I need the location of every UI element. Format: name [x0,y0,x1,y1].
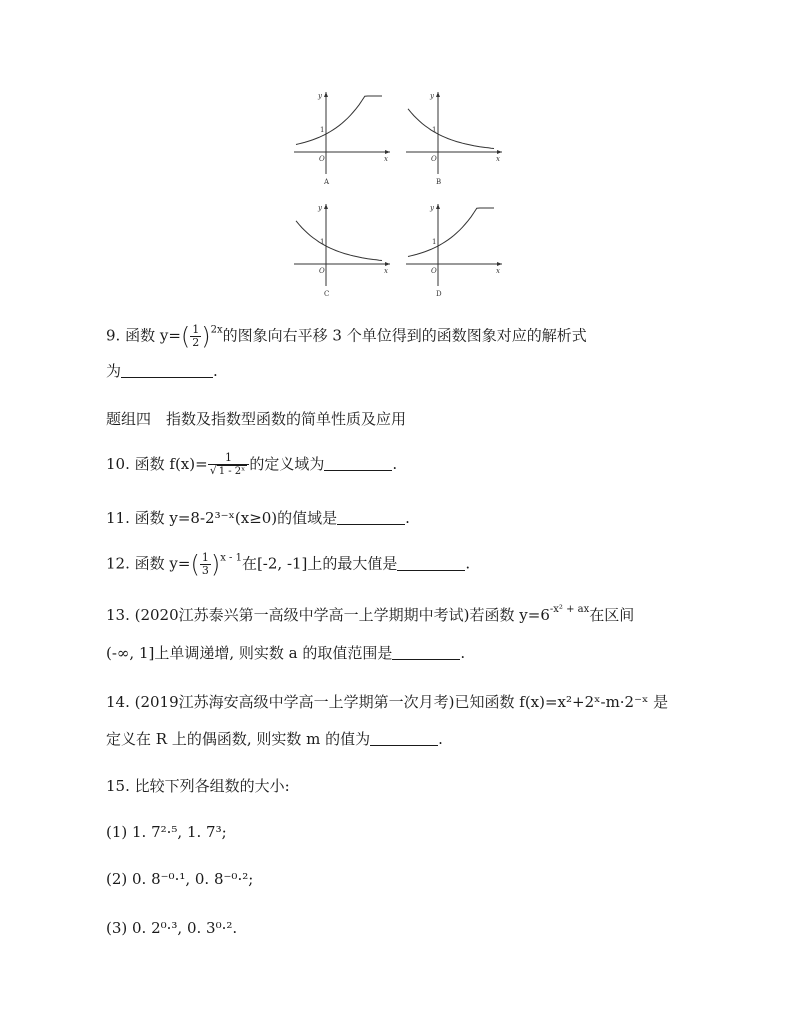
question-13-line2 [106,642,465,664]
answer-blank[interactable] [324,454,392,471]
q12-end: . [465,554,471,573]
q10-sqrt-content: 1 - 2ˣ [218,466,246,477]
q13-suffix: 在区间 [589,606,635,624]
y-arrow [324,92,328,97]
question-14 [106,691,668,713]
q10-frac-num: 1 [208,452,250,465]
graph-option-d [404,198,516,298]
paren-open: ( [190,550,200,579]
x-arrow [497,262,502,266]
question-13 [106,604,634,626]
question-15-item: (2) 0. 8⁻⁰·¹, 0. 8⁻⁰·²; [106,870,254,888]
question-11 [106,507,410,529]
q12-fraction [200,552,211,577]
option-label: A [324,178,330,186]
q10-frac-den: √ 1 - 2ˣ [209,464,246,477]
q11-end: . [405,509,410,527]
question-15-item: (1) 1. 7²·⁵, 1. 7³; [106,823,227,841]
tick-label-one: 1 [432,126,437,134]
y-axis-label: y [318,92,322,100]
function-curve [296,221,382,261]
q9-line2-prefix: 为 [106,362,122,380]
option-label: D [436,290,442,298]
y-arrow [324,204,328,209]
q9-exponent: 2x [210,324,223,336]
y-axis-label: y [430,204,434,212]
answer-blank[interactable] [121,361,213,378]
graph-svg [404,198,516,298]
y-axis-label: y [430,92,434,100]
tick-label-one: 1 [432,238,437,246]
q9-prefix: 9. 函数 y= [106,326,181,345]
question-15-title: 15. 比较下列各组数的大小: [106,777,290,795]
option-label: C [324,290,330,298]
q14-line1: 14. (2019江苏海安高级中学高一上学期第一次月考)已知函数 f(x)=x²+2ˣ-m·2⁻ˣ 是 [106,693,669,711]
paren-close: ) [201,322,211,351]
q13-line2-prefix: (-∞, 1]上单调递增, 则实数 a 的取值范围是 [106,644,393,662]
answer-blank[interactable] [392,643,460,660]
graph-svg [292,86,404,186]
x-arrow [385,262,390,266]
q14-end: . [438,730,443,748]
function-curve [296,96,382,145]
graph-svg [404,86,516,186]
graph-svg [292,198,404,298]
tick-label-one: 1 [320,126,325,134]
q10-end: . [392,455,398,473]
x-axis-label: x [496,155,500,163]
x-arrow [497,150,502,154]
q14-line2-prefix: 定义在 R 上的偶函数, 则实数 m 的值为 [106,730,371,748]
q11-text: 11. 函数 y=8-2³⁻ˣ(x≥0)的值域是 [106,509,338,527]
question-12 [106,552,470,577]
q9-frac-num: 1 [192,323,200,336]
y-arrow [436,204,440,209]
option-label: B [436,178,442,186]
origin-label: O [431,267,437,275]
q12-frac-den: 3 [201,564,209,577]
y-arrow [436,92,440,97]
group-4-heading: 题组四 指数及指数型函数的简单性质及应用 [106,410,407,428]
question-9-line2 [106,360,218,382]
origin-label: O [319,155,325,163]
graph-option-a [292,86,404,186]
q9-suffix: 的图象向右平移 3 个单位得到的函数图象对应的解析式 [222,326,587,345]
graph-option-b [404,86,516,186]
answer-blank[interactable] [397,554,465,571]
tick-label-one: 1 [320,238,325,246]
q10-suffix: 的定义域为 [249,455,325,473]
answer-blank[interactable] [370,729,438,746]
q9-fraction [190,324,201,349]
q9-frac-den: 2 [192,336,200,349]
q13-prefix: 13. (2020江苏泰兴第一高级中学高一上学期期中考试)若函数 y=6 [106,606,550,624]
q10-fraction [208,452,250,478]
q9-end: . [213,362,218,380]
graph-option-c [292,198,404,298]
q12-suffix: 在[-2, -1]上的最大值是 [241,554,398,573]
x-axis-label: x [496,267,500,275]
x-axis-label: x [384,155,388,163]
q10-prefix: 10. 函数 f(x)= [106,455,208,473]
question-10 [106,452,397,478]
answer-blank[interactable] [337,508,405,525]
function-curve [408,109,494,149]
x-axis-label: x [384,267,388,275]
origin-label: O [431,155,437,163]
q13-end: . [460,644,466,662]
q12-prefix: 12. 函数 y= [106,554,191,573]
x-arrow [385,150,390,154]
paren-close: ) [210,550,221,579]
q13-exponent: -x² + ax [549,604,590,615]
origin-label: O [319,267,325,275]
question-15-item: (3) 0. 2⁰·³, 0. 3⁰·². [106,919,238,937]
y-axis-label: y [318,204,322,212]
paren-open: ( [180,322,191,351]
q12-exponent: x - 1 [220,552,242,564]
question-9 [106,324,587,349]
function-curve [408,208,494,257]
q12-frac-num: 1 [201,551,209,564]
question-14-line2 [106,728,443,750]
